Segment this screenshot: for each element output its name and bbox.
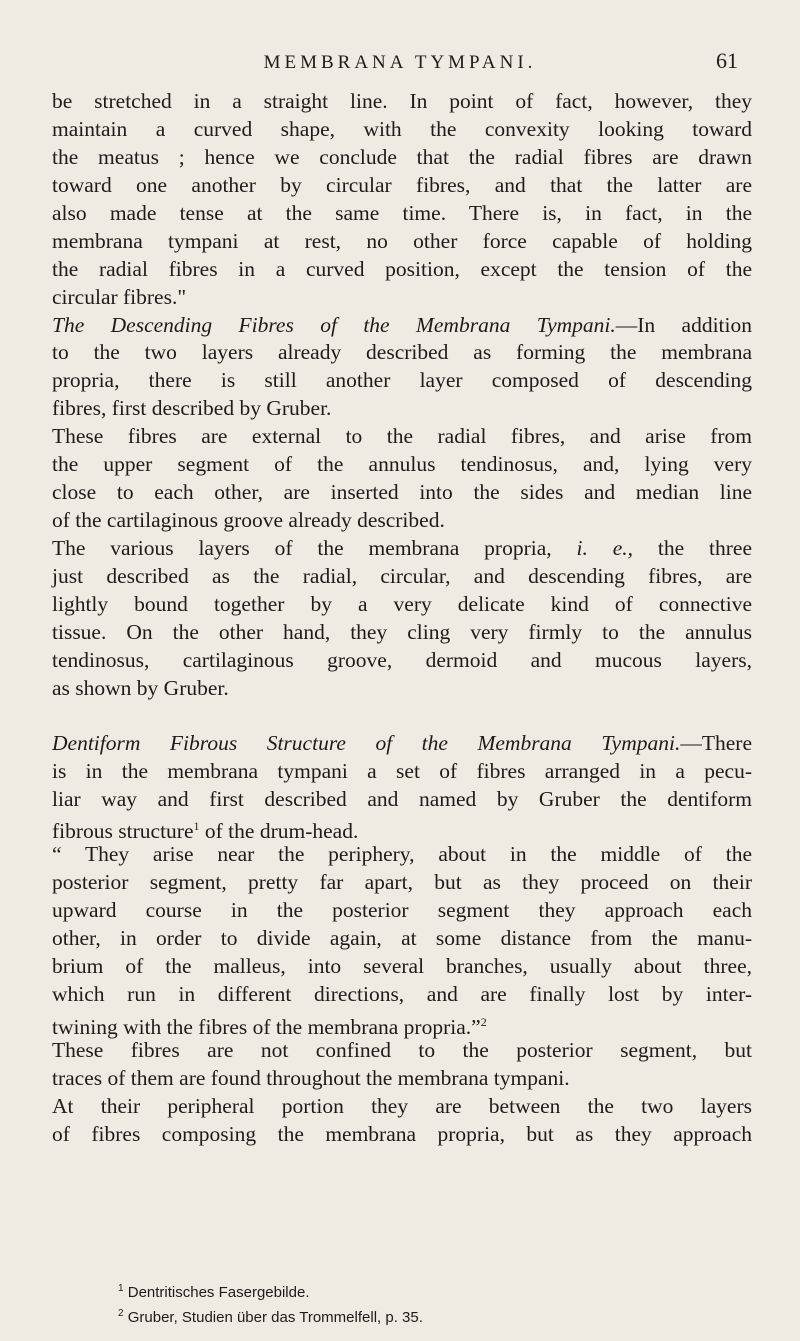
text-line: upward course in the posterior segment they approach each [52, 898, 752, 923]
text-line: twining with the fibres of the membrana propria.”$^2$ [52, 1015, 487, 1040]
text-line: “ They arise near the periphery, about in the middle of the [52, 842, 752, 867]
text-line: lightly bound together by a very delicate kind of connective [52, 591, 752, 616]
section-heading-line: Dentiform Fibrous Structure of the Membrana Tympani.—There [52, 730, 752, 755]
text-line: fibres, first described by Gruber. [52, 396, 332, 421]
section-heading-dentiform: Dentiform Fibrous Structure of the Membrana Tympani. [52, 730, 681, 755]
text-line: of fibres composing the membrana propria, but as they approach [52, 1121, 752, 1146]
footnote-2: $^2$ Gruber, Studien über das Trommelfell, p. 35. [118, 1308, 423, 1326]
section-heading-descending-fibres: The Descending Fibres of the Membrana Tympani. [52, 312, 616, 337]
text-line: just described as the radial, circular, and descending fibres, are [52, 563, 752, 588]
body-text [52, 88, 752, 1149]
text-line: The various layers of the membrana propria, i. e., the three [52, 536, 752, 560]
footnote-ref-2: 2 [480, 1015, 487, 1029]
text-line: At their peripheral portion they are between the two layers [52, 1093, 752, 1118]
text-line: which run in different directions, and are finally lost by inter- [52, 982, 752, 1007]
text-line: maintain a curved shape, with the convexity looking toward [52, 116, 752, 141]
text-line: liar way and first described and named by Gruber the dentiform [52, 786, 752, 811]
text-line: membrana tympani at rest, no other force capable of holding [52, 228, 752, 253]
text-line: fibrous structure$^1$ of the drum-head. [52, 819, 359, 844]
paragraph-gap [52, 703, 752, 730]
text-line: be stretched in a straight line. In point of fact, however, they [52, 89, 752, 113]
text-line: to the two layers already described as forming the membrana [52, 340, 752, 365]
footnote-1: $^1$ Dentritisches Fasergebilde. [118, 1283, 310, 1301]
text-line: posterior segment, pretty far apart, but as they proceed on their [52, 870, 752, 895]
text-line: the meatus ; hence we conclude that the radial fibres are drawn [52, 144, 752, 169]
text-line: the radial fibres in a curved position, except the tension of the [52, 256, 752, 281]
text-line: brium of the malleus, into several branches, usually about three, [52, 954, 752, 979]
footnote-mark: 2 [118, 1308, 124, 1319]
text-line: also made tense at the same time. There is, in fact, in the [52, 200, 752, 225]
running-title: MEMBRANA TYMPANI. [263, 52, 537, 73]
text-line: These fibres are not confined to the posterior segment, but [52, 1037, 752, 1062]
italic-ie: i. e. [576, 536, 628, 560]
text-line: These fibres are external to the radial fibres, and arise from [52, 424, 752, 449]
text-line: propria, there is still another layer composed of descending [52, 368, 752, 393]
page-number: 61 [716, 48, 738, 73]
text-line: tendinosus, cartilaginous groove, dermoid and mucous layers, [52, 647, 752, 672]
section-heading-line: The Descending Fibres of the Membrana Tympani.—In addition [52, 312, 753, 337]
text-line: tissue. On the other hand, they cling very firmly to the annulus [52, 619, 752, 644]
text-line: as shown by Gruber. [52, 675, 229, 700]
text-line: circular fibres." [52, 284, 187, 309]
text-line: traces of them are found throughout the membrana tympani. [52, 1065, 570, 1090]
text-line: toward one another by circular fibres, and that the latter are [52, 172, 752, 197]
text-line: is in the membrana tympani a set of fibres arranged in a pecu- [52, 758, 752, 783]
text-line: other, in order to divide again, at some distance from the manu- [52, 926, 752, 951]
text-line: close to each other, are inserted into the sides and median line [52, 480, 752, 505]
text-line: the upper segment of the annulus tendinosus, and, lying very [52, 452, 752, 477]
footnotes [118, 1278, 738, 1328]
footnote-ref-1: 1 [193, 819, 200, 834]
text-line: of the cartilaginous groove already described. [52, 508, 445, 533]
footnote-mark: 1 [118, 1283, 124, 1294]
